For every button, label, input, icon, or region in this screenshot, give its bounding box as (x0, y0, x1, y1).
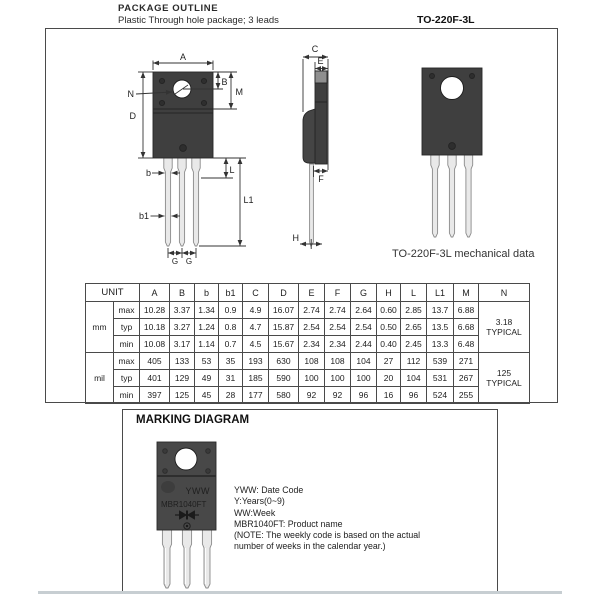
dim-cell: 108 (325, 353, 351, 370)
dim-cell: 2.34 (325, 336, 351, 353)
col-header: M (454, 284, 479, 302)
marking-note-line: number of weeks in the calendar year.) (234, 541, 386, 552)
dim-cell: 271 (454, 353, 479, 370)
marking-note-line: Y:Years(0~9) (234, 496, 285, 507)
dim-cell: 15.67 (269, 336, 299, 353)
mechanical-data-caption: TO-220F-3L mechanical data (392, 248, 535, 260)
dim-label-G2: G (185, 257, 193, 266)
col-header: L (401, 284, 427, 302)
dim-cell: 177 (243, 387, 269, 404)
unit-header: UNIT (86, 284, 140, 302)
dim-cell: 255 (454, 387, 479, 404)
front-view (128, 52, 254, 266)
marking-date-code: YWW (185, 486, 210, 496)
dim-cell: 10.08 (140, 336, 170, 353)
row-label: typ (114, 319, 140, 336)
dim-cell: 15.87 (269, 319, 299, 336)
dim-cell: 2.54 (351, 319, 377, 336)
table-row (86, 387, 530, 404)
side-view-lead (310, 164, 314, 247)
table-row (86, 353, 530, 370)
row-label: max (114, 302, 140, 319)
dim-cell: 2.74 (325, 302, 351, 319)
dim-cell: 0.60 (377, 302, 401, 319)
dim-cell: 27 (377, 353, 401, 370)
dim-cell: 2.34 (299, 336, 325, 353)
side-view-body (315, 71, 327, 164)
dim-label-L1: L1 (243, 195, 254, 205)
table-row (86, 302, 530, 319)
dim-cell: 397 (140, 387, 170, 404)
table-row (86, 319, 530, 336)
dimension-table-wrap (85, 283, 530, 404)
dim-cell: 129 (170, 370, 195, 387)
dim-cell: 6.88 (454, 302, 479, 319)
dim-cell: 35 (219, 353, 243, 370)
table-row (86, 336, 530, 353)
dim-label-H: H (292, 233, 299, 243)
package-name: TO-220F-3L (417, 14, 475, 26)
col-header: b (195, 284, 219, 302)
page-subtitle: Plastic Through hole package; 3 leads (118, 15, 279, 26)
dim-cell: 539 (427, 353, 454, 370)
dim-cell: 104 (401, 370, 427, 387)
dim-label-E: E (317, 56, 324, 66)
dim-cell: 125 (170, 387, 195, 404)
col-header: H (377, 284, 401, 302)
dim-cell: 28 (219, 387, 243, 404)
dim-cell: 3.27 (170, 319, 195, 336)
n-cell: 3.18 TYPICAL (479, 302, 530, 353)
dim-cell: 13.7 (427, 302, 454, 319)
dim-cell: 2.85 (401, 302, 427, 319)
back-view (422, 68, 482, 237)
marking-diagram-title: MARKING DIAGRAM (136, 414, 250, 426)
dim-cell: 112 (401, 353, 427, 370)
dim-cell: 0.7 (219, 336, 243, 353)
side-view-bulge (303, 109, 315, 163)
dim-cell: 16.07 (269, 302, 299, 319)
dim-cell: 2.54 (325, 319, 351, 336)
dim-cell: 100 (351, 370, 377, 387)
dim-cell: 401 (140, 370, 170, 387)
dim-cell: 108 (299, 353, 325, 370)
dim-cell: 2.64 (351, 302, 377, 319)
col-header: G (351, 284, 377, 302)
marking-note-line: WW:Week (234, 507, 276, 518)
marking-hole (175, 448, 197, 470)
dim-cell: 0.40 (377, 336, 401, 353)
dim-label-b: b (145, 168, 151, 178)
dimension-table (85, 283, 530, 404)
col-header: D (269, 284, 299, 302)
dim-cell: 100 (325, 370, 351, 387)
dim-cell: 104 (351, 353, 377, 370)
marking-note-line: YWW: Date Code (234, 485, 304, 495)
dim-cell: 133 (170, 353, 195, 370)
dim-cell: 3.17 (170, 336, 195, 353)
back-view-leads (431, 155, 473, 237)
dim-cell: 6.68 (454, 319, 479, 336)
dim-cell: 531 (427, 370, 454, 387)
dim-cell: 13.5 (427, 319, 454, 336)
dim-cell: 185 (243, 370, 269, 387)
side-view-cap (315, 71, 327, 83)
dim-cell: 590 (269, 370, 299, 387)
marking-package (157, 442, 216, 588)
row-label: max (114, 353, 140, 370)
marking-leads (162, 530, 211, 588)
dim-cell: 96 (351, 387, 377, 404)
dim-cell: 96 (401, 387, 427, 404)
dim-label-B: B (221, 77, 228, 87)
dim-cell: 49 (195, 370, 219, 387)
dim-cell: 45 (195, 387, 219, 404)
dim-D (138, 72, 153, 158)
dim-cell: 10.28 (140, 302, 170, 319)
dim-cell: 3.37 (170, 302, 195, 319)
row-label: min (114, 336, 140, 353)
marking-note-line: (NOTE: The weekly code is based on the actual (234, 530, 421, 541)
dim-label-C: C (311, 44, 319, 54)
dim-cell: 20 (377, 370, 401, 387)
dim-label-b1: b1 (138, 211, 149, 221)
dim-cell: 0.50 (377, 319, 401, 336)
unit-label: mm (86, 302, 114, 353)
dim-cell: 100 (299, 370, 325, 387)
col-header: b1 (219, 284, 243, 302)
col-header: N (479, 284, 530, 302)
dim-cell: 2.44 (351, 336, 377, 353)
dim-label-G1: G (171, 257, 179, 266)
dim-cell: 6.48 (454, 336, 479, 353)
marking-note-line: MBR1040FT: Product name (234, 518, 343, 529)
col-header: B (170, 284, 195, 302)
marking-notes (234, 485, 420, 553)
table-row (86, 370, 530, 387)
back-mounting-hole (441, 77, 464, 100)
n-cell: 125 TYPICAL (479, 353, 530, 404)
dim-cell: 580 (269, 387, 299, 404)
dim-cell: 4.7 (243, 319, 269, 336)
col-header: A (140, 284, 170, 302)
dim-cell: 1.24 (195, 319, 219, 336)
dim-cell: 4.9 (243, 302, 269, 319)
side-view (293, 44, 329, 249)
dim-cell: 10.18 (140, 319, 170, 336)
dim-cell: 1.14 (195, 336, 219, 353)
dim-label-M: M (235, 87, 243, 97)
dim-cell: 2.45 (401, 336, 427, 353)
dim-label-L: L (229, 165, 235, 175)
col-header: E (299, 284, 325, 302)
dim-label-F: F (318, 174, 324, 184)
dim-cell: 193 (243, 353, 269, 370)
dim-cell: 13.3 (427, 336, 454, 353)
dim-label-D: D (129, 111, 136, 121)
dim-cell: 524 (427, 387, 454, 404)
dim-label-N: N (127, 89, 134, 99)
col-header: L1 (427, 284, 454, 302)
dim-cell: 2.74 (299, 302, 325, 319)
dim-cell: 53 (195, 353, 219, 370)
dim-cell: 630 (269, 353, 299, 370)
row-label: typ (114, 370, 140, 387)
dim-cell: 92 (325, 387, 351, 404)
dim-cell: 16 (377, 387, 401, 404)
dim-cell: 31 (219, 370, 243, 387)
col-header: C (243, 284, 269, 302)
dim-H (300, 239, 322, 249)
dim-cell: 405 (140, 353, 170, 370)
dim-cell: 0.9 (219, 302, 243, 319)
dim-cell: 2.54 (299, 319, 325, 336)
dim-cell: 0.8 (219, 319, 243, 336)
dim-cell: 2.65 (401, 319, 427, 336)
dim-L1 (199, 158, 246, 246)
dim-label-A: A (179, 52, 187, 62)
col-header: F (325, 284, 351, 302)
marking-product-name: MBR1040FT (161, 500, 207, 509)
dim-cell: 267 (454, 370, 479, 387)
dim-L (201, 158, 246, 178)
dim-cell: 92 (299, 387, 325, 404)
front-view-leads (164, 158, 200, 246)
unit-label: mil (86, 353, 114, 404)
page-title: PACKAGE OUTLINE (118, 3, 219, 14)
dim-cell: 4.5 (243, 336, 269, 353)
row-label: min (114, 387, 140, 404)
marking-smudge (161, 481, 175, 493)
dim-cell: 1.34 (195, 302, 219, 319)
table-header-row (86, 284, 530, 302)
